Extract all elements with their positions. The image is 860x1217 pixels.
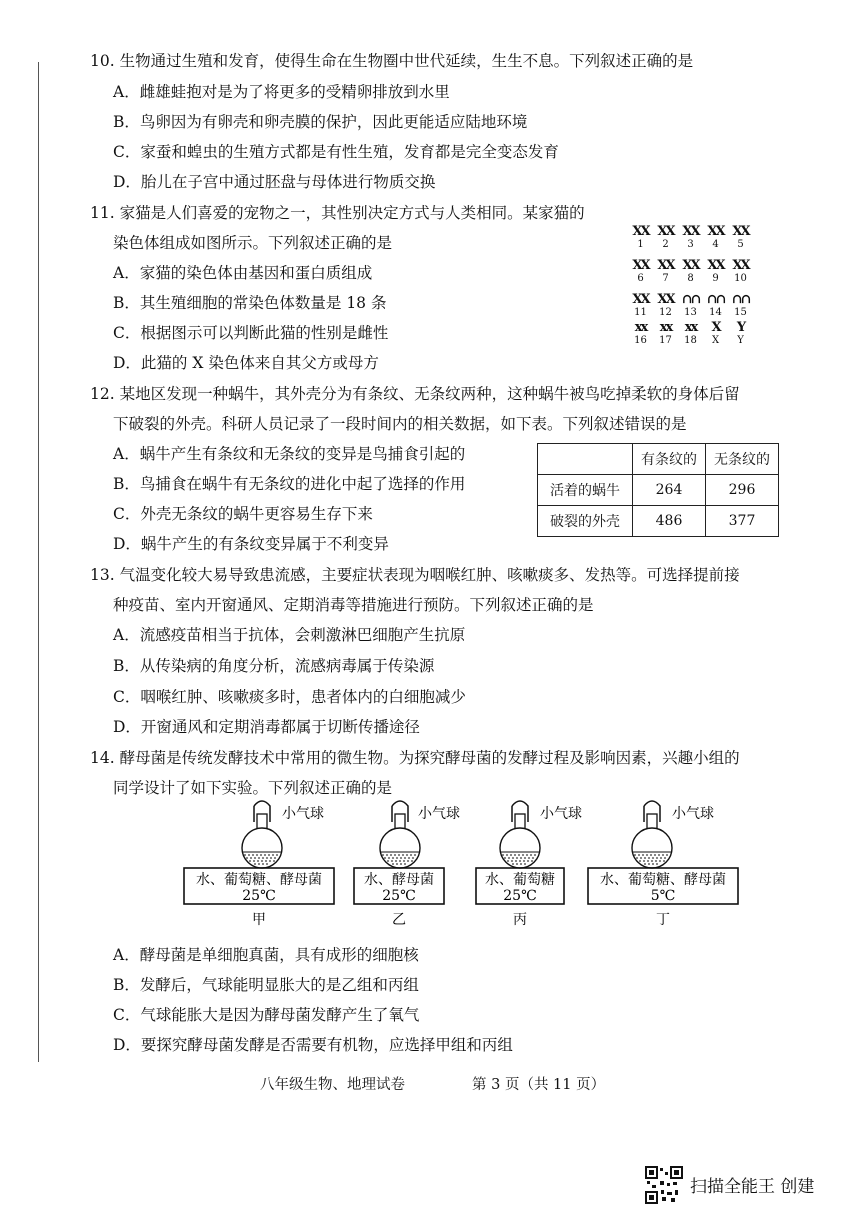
footer-subject: 八年级生物、地理试卷 (260, 1077, 405, 1093)
table-cell: 377 (706, 506, 779, 537)
chromosome-pair (628, 292, 653, 318)
chromosome-pair (728, 224, 753, 250)
chromosome-glyph: XX (657, 258, 674, 273)
q12-option-c: C．外壳无条纹的蜗牛更容易生存下来 (113, 505, 373, 523)
chromosome-number: 7 (662, 273, 669, 284)
table-row (538, 506, 779, 537)
q10-option-a: A．雌雄蛙抱对是为了将更多的受精卵排放到水里 (113, 83, 450, 101)
q11-stem-line2: 染色体组成如图所示。下列叙述正确的是 (113, 234, 393, 252)
chromosome-glyph: ∩∩ (681, 292, 700, 307)
setup-temp: 25℃ (242, 888, 276, 904)
q12-stem-line2: 下破裂的外壳。科研人员记录了一段时间内的相关数据，如下表。下列叙述错误的是 (113, 415, 687, 433)
setup-contents: 水、葡萄糖 (485, 872, 555, 888)
chromosome-glyph: XX (657, 292, 674, 307)
chromosome-pair (703, 258, 728, 284)
q11-stem-line1: 11. 家猫是人们喜爱的宠物之一，其性别决定方式与人类相同。某家猫的 (90, 204, 585, 222)
setup-temp: 5℃ (650, 888, 676, 904)
chromosome-number: Y (737, 335, 744, 346)
chromosome-number: 6 (637, 273, 644, 284)
chromosome-number: 2 (662, 239, 669, 250)
chromosome-number: 17 (659, 335, 672, 346)
chromosome-pair (728, 292, 753, 318)
q10-stem: 10. 生物通过生殖和发育，使得生命在生物圈中世代延续，生生不息。下列叙述正确的是 (90, 52, 694, 70)
chromosome-glyph: X (711, 320, 720, 335)
chromosome-glyph: XX (632, 292, 649, 307)
chromosome-number: 3 (687, 239, 694, 250)
balloon-label: 小气球 (540, 806, 582, 822)
q13-option-d: D．开窗通风和定期消毒都属于切断传播途径 (113, 718, 420, 736)
chromosome-glyph: XX (657, 224, 674, 239)
chromosome-number: 11 (634, 307, 647, 318)
chromosome-number: 8 (687, 273, 694, 284)
q12-stem-line1: 12. 某地区发现一种蜗牛，其外壳分为有条纹、无条纹两种，这种蜗牛被鸟吃掉柔软的身体后留 (90, 385, 740, 403)
q13-stem-line2: 种疫苗、室内开窗通风、定期消毒等措施进行预防。下列叙述正确的是 (113, 596, 594, 614)
q12-option-d: D．蜗牛产生的有条纹变异属于不利变异 (113, 535, 389, 553)
setup-label: 丁 (656, 912, 670, 928)
footer-page-number: 第 3 页（共 11 页） (472, 1077, 606, 1093)
q10-option-c: C．家蚕和蝗虫的生殖方式都是有性生殖，发育都是完全变态发育 (113, 143, 559, 161)
setup-contents: 水、葡萄糖、酵母菌 (600, 872, 726, 888)
qr-code-icon (645, 1166, 683, 1204)
table-cell: 296 (706, 475, 779, 506)
balloon-label: 小气球 (418, 806, 460, 822)
chromosome-number: 14 (709, 307, 722, 318)
q12-option-b: B．鸟捕食在蜗牛有无条纹的进化中起了选择的作用 (113, 475, 466, 493)
chromosome-glyph: xx (634, 320, 647, 335)
chromosome-number: 4 (712, 239, 719, 250)
q13-option-b: B．从传染病的角度分析，流感病毒属于传染源 (113, 657, 435, 675)
q11-option-b: B．其生殖细胞的常染色体数量是 18 条 (113, 294, 387, 312)
chromosome-pair (628, 224, 653, 250)
chromosome-glyph: XX (682, 224, 699, 239)
chromosome-glyph: xx (659, 320, 672, 335)
q14-stem-line1: 14. 酵母菌是传统发酵技术中常用的微生物。为探究酵母菌的发酵过程及影响因素，兴趣小组的 (90, 749, 740, 767)
table-cell: 破裂的外壳 (538, 506, 633, 537)
chromosome-number: 13 (684, 307, 697, 318)
chromosome-pair (678, 292, 703, 318)
q13-stem-line1: 13. 气温变化较大易导致患流感，主要症状表现为咽喉红肿、咳嗽痰多、发热等。可选择提前接 (90, 566, 740, 584)
chromosome-number: X (711, 335, 720, 346)
chromosome-glyph: XX (632, 258, 649, 273)
chromosome-pair (678, 320, 703, 346)
chromosome-number: 9 (712, 273, 719, 284)
chromosome-pair (728, 258, 753, 284)
chromosome-pair (653, 258, 678, 284)
chromosome-pair (628, 320, 653, 346)
chromosome-glyph: ∩∩ (706, 292, 725, 307)
setup-temp: 25℃ (382, 888, 416, 904)
setup-label: 乙 (392, 912, 406, 928)
q14-option-c: C．气球能胀大是因为酵母菌发酵产生了氧气 (113, 1006, 420, 1024)
q12-option-a: A．蜗牛产生有条纹和无条纹的变异是鸟捕食引起的 (113, 445, 466, 463)
karyotype-figure (628, 224, 768, 360)
table-cell: 活着的蜗牛 (538, 475, 633, 506)
chromosome-pair (653, 292, 678, 318)
chromosome-pair (703, 224, 728, 250)
chromosome-number: 10 (734, 273, 747, 284)
table-header-striped: 有条纹的 (633, 444, 706, 475)
q14-option-d: D．要探究酵母菌发酵是否需要有机物，应选择甲组和丙组 (113, 1036, 513, 1054)
binding-margin-line (38, 62, 39, 1062)
snail-data-table (537, 443, 779, 537)
chromosome-glyph: XX (682, 258, 699, 273)
q13-option-a: A．流感疫苗相当于抗体，会刺激淋巴细胞产生抗原 (113, 626, 466, 644)
chromosome-glyph: XX (732, 258, 749, 273)
chromosome-number: 15 (734, 307, 747, 318)
balloon-label: 小气球 (672, 806, 714, 822)
fermentation-apparatus-figure (182, 800, 742, 930)
chromosome-pair (678, 258, 703, 284)
q11-option-a: A．家猫的染色体由基因和蛋白质组成 (113, 264, 373, 282)
chromosome-pair (653, 224, 678, 250)
chromosome-glyph: XX (707, 258, 724, 273)
q13-option-c: C．咽喉红肿、咳嗽痰多时，患者体内的白细胞减少 (113, 688, 466, 706)
q14-option-b: B．发酵后，气球能明显胀大的是乙组和丙组 (113, 976, 419, 994)
chromosome-number: 12 (659, 307, 672, 318)
chromosome-pair (703, 292, 728, 318)
chromosome-glyph: XX (732, 224, 749, 239)
setup-label: 甲 (252, 912, 266, 928)
chromosome-number: 18 (684, 335, 697, 346)
chromosome-glyph: XX (707, 224, 724, 239)
chromosome-number: 1 (637, 239, 644, 250)
setup-contents: 水、葡萄糖、酵母菌 (196, 872, 322, 888)
chromosome-number: 16 (634, 335, 647, 346)
chromosome-glyph: ∩∩ (731, 292, 750, 307)
chromosome-pair (678, 224, 703, 250)
q11-option-c: C．根据图示可以判断此猫的性别是雌性 (113, 324, 389, 342)
chromosome-pair (628, 258, 653, 284)
chromosome-pair (653, 320, 678, 346)
q10-option-b: B．鸟卵因为有卵壳和卵壳膜的保护，因此更能适应陆地环境 (113, 113, 528, 131)
chromosome-pair (703, 320, 728, 346)
q14-option-a: A．酵母菌是单细胞真菌，具有成形的细胞核 (113, 946, 419, 964)
table-cell: 486 (633, 506, 706, 537)
chromosome-glyph: xx (684, 320, 697, 335)
q10-option-d: D．胎儿在子宫中通过胚盘与母体进行物质交换 (113, 173, 436, 191)
q11-option-d: D．此猫的 X 染色体来自其父方或母方 (113, 354, 379, 372)
setup-label: 丙 (513, 912, 527, 928)
scanner-watermark: 扫描全能王 创建 (690, 1177, 815, 1197)
table-cell: 264 (633, 475, 706, 506)
chromosome-number: 5 (737, 239, 744, 250)
chromosome-glyph: XX (632, 224, 649, 239)
table-header-empty (538, 444, 633, 475)
chromosome-glyph: Y (736, 320, 745, 335)
setup-contents: 水、酵母菌 (364, 872, 434, 888)
table-header-unstriped: 无条纹的 (706, 444, 779, 475)
chromosome-pair (728, 320, 753, 346)
table-row (538, 475, 779, 506)
q14-stem-line2: 同学设计了如下实验。下列叙述正确的是 (113, 779, 393, 797)
setup-temp: 25℃ (503, 888, 537, 904)
balloon-label: 小气球 (282, 806, 324, 822)
